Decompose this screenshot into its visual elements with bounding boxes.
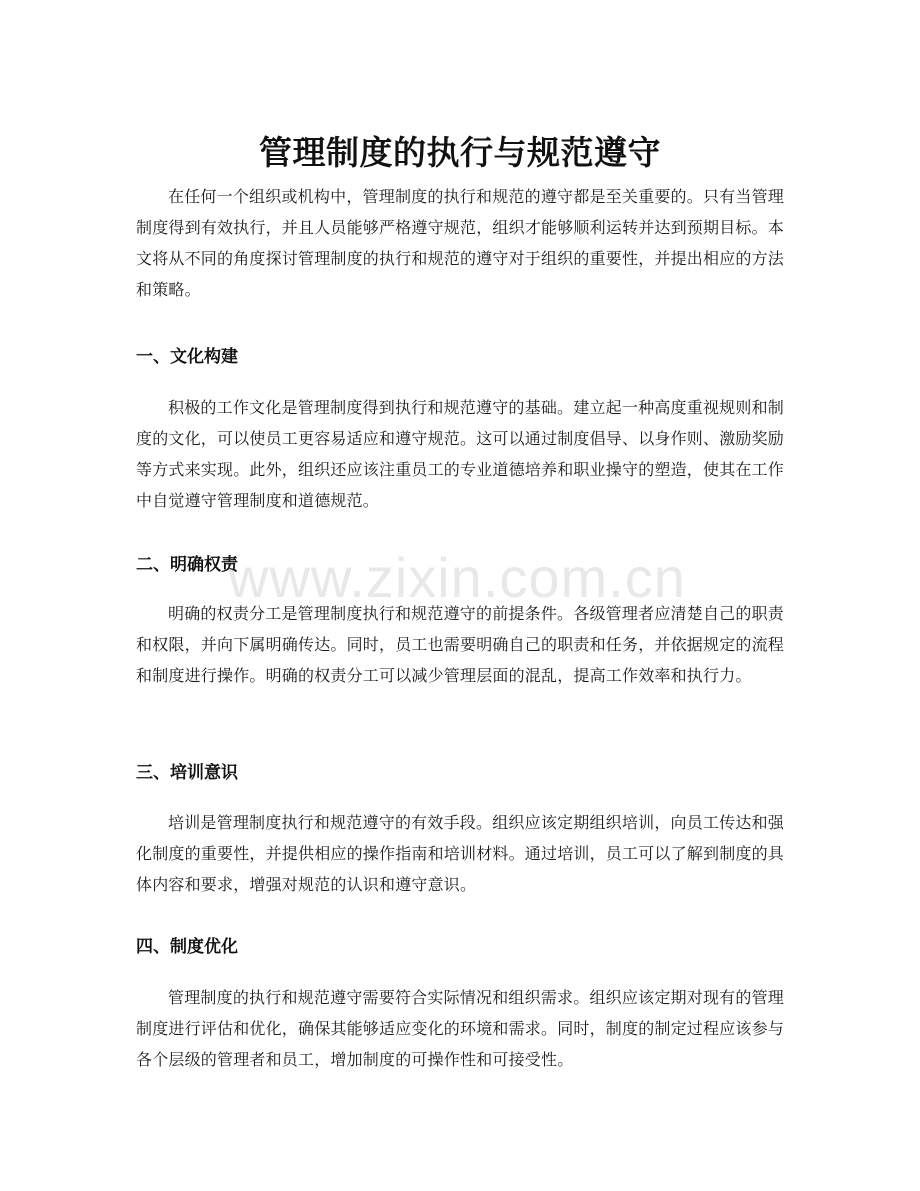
section-heading-culture: 一、文化构建 bbox=[136, 347, 238, 367]
intro-paragraph: 在任何一个组织或机构中，管理制度的执行和规范的遵守都是至关重要的。只有当管理制度得到有效执行，并且人员能够严格遵守规范，组织才能够顺利运转并达到预期目标。本文将从不同的角度探讨管理制度的执行和规范的遵守对于组织的重要性，并提出相应的方法和策略。 bbox=[136, 187, 785, 299]
section-heading-optimization: 四、制度优化 bbox=[136, 937, 238, 957]
section-body-optimization: 管理制度的执行和规范遵守需要符合实际情况和组织需求。组织应该定期对现有的管理制度进行评估和优化，确保其能够适应变化的环境和需求。同时，制度的制定过程应该参与各个层级的管理者和员工，增加制度的可操作性和可接受性。 bbox=[136, 988, 785, 1069]
watermark: www.zixin.com.cn bbox=[228, 546, 686, 609]
section-heading-training: 三、培训意识 bbox=[136, 763, 238, 783]
section-body-training: 培训是管理制度执行和规范遵守的有效手段。组织应该定期组织培训，向员工传达和强化制度的重要性，并提供相应的操作指南和培训材料。通过培训，员工可以了解到制度的具体内容和要求，增强对规范的认识和遵守意识。 bbox=[136, 813, 785, 894]
page-title: 管理制度的执行与规范遵守 bbox=[259, 133, 661, 173]
section-body-responsibility: 明确的权责分工是管理制度执行和规范遵守的前提条件。各级管理者应清楚自己的职责和权限，并向下属明确传达。同时，员工也需要明确自己的职责和任务，并依据规定的流程和制度进行操作。明确的权责分工可以减少管理层面的混乱，提高工作效率和执行力。 bbox=[136, 604, 785, 685]
section-body-culture: 积极的工作文化是管理制度得到执行和规范遵守的基础。建立起一种高度重视规则和制度的文化，可以使员工更容易适应和遵守规范。这可以通过制度倡导、以身作则、激励奖励等方式来实现。此外，组织还应该注重员工的专业道德培养和职业操守的塑造，使其在工作中自觉遵守管理制度和道德规范。 bbox=[136, 398, 785, 510]
section-heading-responsibility: 二、明确权责 bbox=[136, 555, 238, 575]
